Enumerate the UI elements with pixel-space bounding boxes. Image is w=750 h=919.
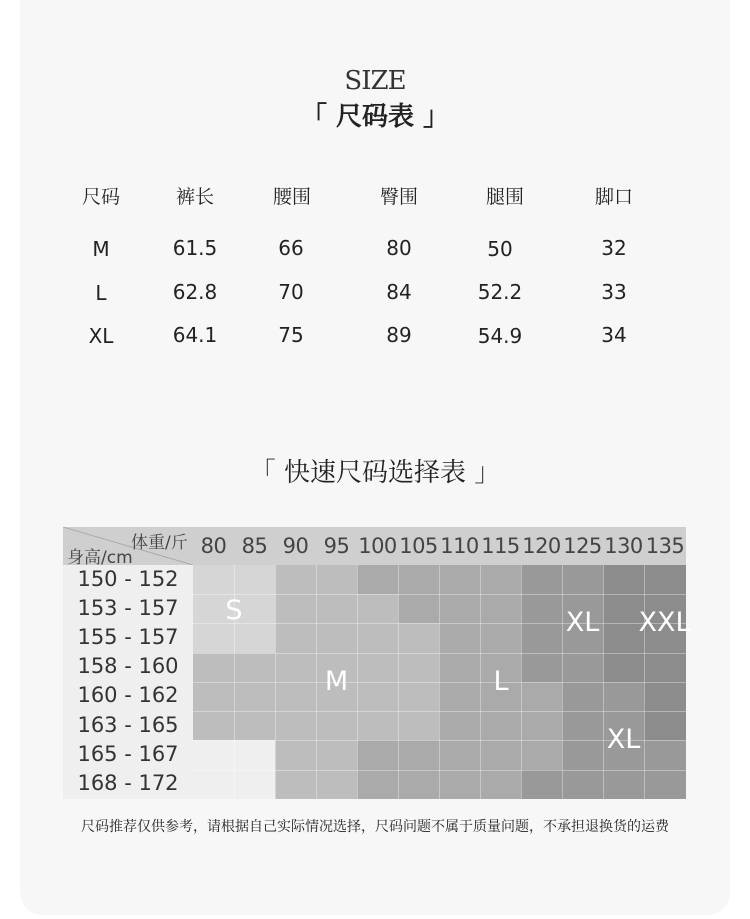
weight-header: 85 — [241, 534, 268, 558]
size-guide-card — [20, 0, 730, 915]
row-xl-hip: 89 — [386, 323, 412, 347]
row-xl-length: 64.1 — [172, 323, 218, 347]
footnote: 尺码推荐仅供参考，请根据自己实际情况选择，尺码问题不属于质量问题，不承担退换货的运费 — [81, 819, 669, 835]
header-hip: 臀围 — [379, 186, 418, 208]
weight-header: 100 — [358, 534, 397, 558]
zone-label-xxl: XXL — [638, 607, 691, 638]
row-l-hip: 84 — [386, 280, 412, 304]
zone-label-s: S — [225, 595, 243, 626]
row-xl-waist: 75 — [278, 323, 304, 347]
row-m-size: M — [92, 237, 110, 261]
row-l-thigh: 52.2 — [477, 280, 523, 304]
weight-header: 105 — [399, 534, 438, 558]
zone-label-xl-top: XL — [565, 607, 600, 638]
height-label: 168 - 172 — [77, 771, 179, 795]
row-l-waist: 70 — [278, 280, 304, 304]
header-size: 尺码 — [81, 186, 120, 208]
header-pants-length: 裤长 — [175, 186, 214, 208]
height-label: 153 - 157 — [77, 596, 179, 620]
row-m-waist: 66 — [278, 236, 304, 260]
header-thigh: 腿围 — [485, 186, 524, 208]
row-xl-leg-opening: 34 — [601, 323, 627, 347]
row-m-leg-opening: 32 — [601, 236, 627, 260]
row-l-size: L — [95, 281, 107, 305]
quick-size-grid — [63, 527, 691, 799]
row-m-hip: 80 — [386, 236, 412, 260]
weight-header: 90 — [282, 534, 309, 558]
height-label: 163 - 165 — [77, 713, 179, 737]
header-leg-opening: 脚口 — [594, 186, 633, 208]
zone-label-l: L — [493, 666, 509, 697]
row-l-length: 62.8 — [172, 280, 218, 304]
zone-l-top2 — [398, 594, 521, 623]
header-waist: 腰围 — [272, 186, 311, 208]
height-label: 160 - 162 — [77, 683, 179, 707]
weight-header: 120 — [522, 534, 561, 558]
height-label: 158 - 160 — [77, 654, 179, 678]
row-l-leg-opening: 33 — [601, 280, 627, 304]
height-label: 165 - 167 — [77, 742, 179, 766]
row-m-thigh: 50 — [487, 237, 513, 261]
corner-height-label: 身高/cm — [67, 548, 133, 568]
corner-weight-label: 体重/斤 — [131, 533, 188, 553]
zone-label-m: M — [324, 666, 349, 697]
row-xl-size: XL — [88, 324, 114, 348]
weight-header: 135 — [645, 534, 685, 558]
weight-header: 130 — [604, 534, 643, 558]
weight-header: 95 — [323, 534, 350, 558]
weight-header: 110 — [440, 534, 479, 558]
weight-header: 80 — [200, 534, 227, 558]
size-chart-subtitle: 「 尺码表 」 — [300, 102, 450, 132]
row-xl-thigh: 54.9 — [477, 324, 523, 348]
zone-label-xl-bottom: XL — [606, 724, 641, 755]
quick-size-chart-title: 「 快速尺码选择表 」 — [249, 458, 501, 488]
weight-header: 125 — [563, 534, 602, 558]
zone-xl-bottom-left — [521, 770, 562, 799]
height-label: 155 - 157 — [77, 625, 179, 649]
height-label: 150 - 152 — [77, 567, 179, 591]
row-m-length: 61.5 — [172, 236, 218, 260]
size-title: SIZE — [344, 66, 406, 96]
weight-header: 115 — [481, 534, 520, 558]
